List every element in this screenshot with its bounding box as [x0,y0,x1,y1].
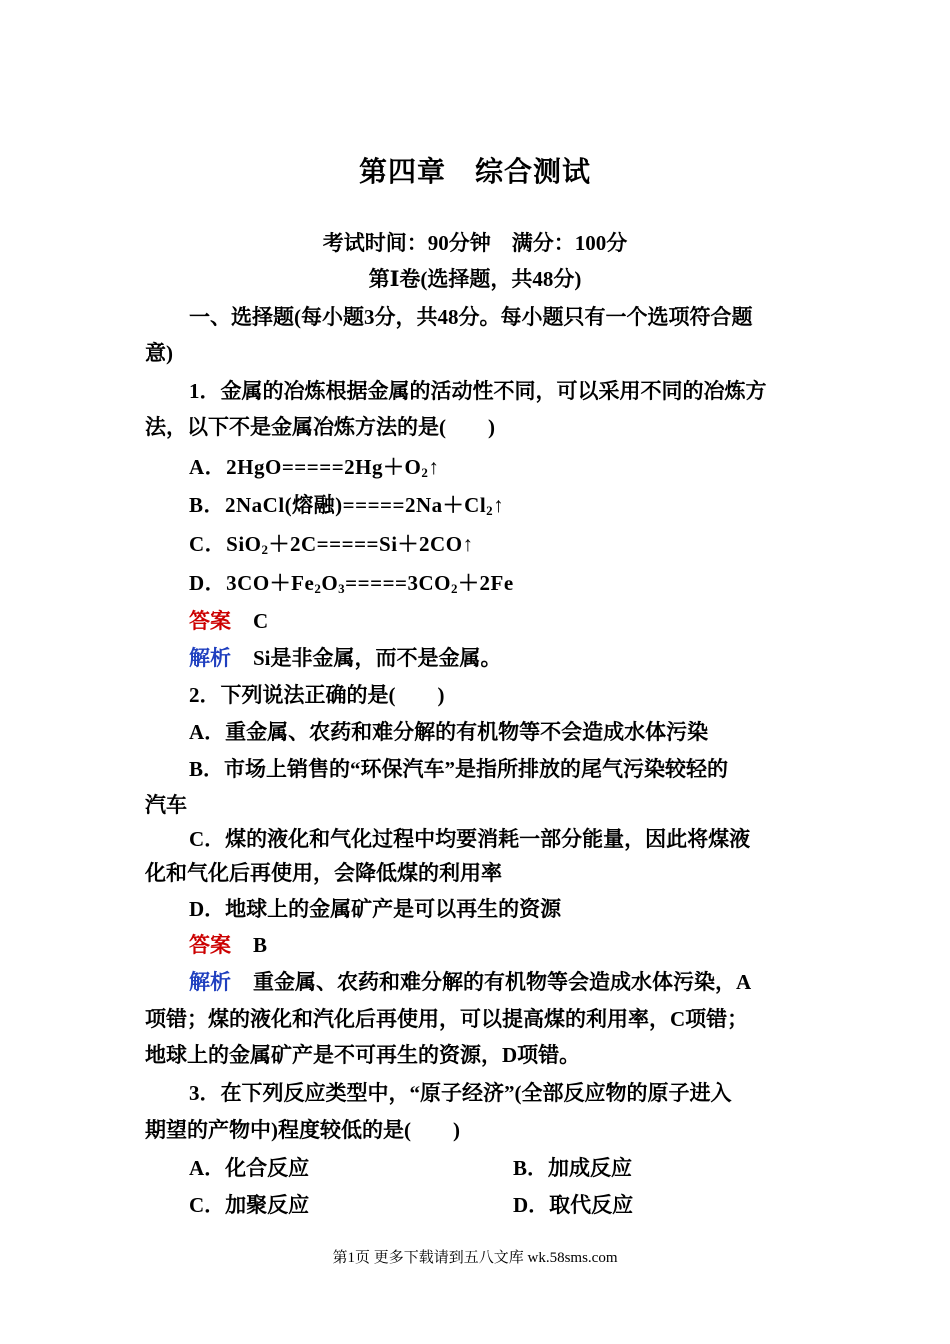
q3-option-c: C．加聚反应 [189,1193,310,1217]
q2-answer-value: B [253,933,268,957]
q2-analysis-line-1 [189,967,809,997]
q1-answer-value: C [253,609,269,633]
q2-option-a: A．重金属、农药和难分解的有机物等不会造成水体污染 [189,720,709,744]
q1-option-d: D．$3CO+Fe_2O_3=====3CO_2+2Fe$ [189,571,514,596]
q3-option-a: A．化合反应 [189,1156,310,1180]
q2-answer [189,930,809,960]
section-title: 第Ⅰ卷(选择题，共48分) [368,267,582,291]
q2-analysis-line-2: 项错；煤的液化和汽化后再使用，可以提高煤的利用率，C项错； [145,1007,749,1031]
q2-stem: 2．下列说法正确的是( ) [189,683,445,707]
q3-option-d: D．取代反应 [513,1193,634,1217]
q1-stem-line-2: 法，以下不是金属冶炼方法的是( ) [145,415,495,439]
instruction-line-2: 意) [145,341,173,365]
analysis-label: 解析 [189,970,231,994]
q1-option-a: A．$2HgO=====2Hg+O_2↑$ [189,455,440,480]
analysis-label: 解析 [189,646,231,670]
q2-option-b-line-1: B．市场上销售的“环保汽车”是指所排放的尾气污染较轻的 [189,757,729,781]
q1-option-c: C．SiO$_2$＋2C=====Si＋2CO↑ [189,532,474,557]
page-title: 第四章 综合测试 [358,155,591,188]
q1-analysis-text: Si是非金属，而不是金属。 [253,646,502,670]
q3-option-b: B．加成反应 [513,1156,633,1180]
exam-info: 考试时间：90分钟 满分：100分 [322,231,628,255]
q1-stem-line-1: 1．金属的冶炼根据金属的活动性不同，可以采用不同的冶炼方 [189,379,767,403]
q2-analysis-text-1: 重金属、农药和难分解的有机物等会造成水体污染，A [253,970,752,994]
q2-option-b-line-2: 汽车 [145,793,187,817]
instruction-line-1: 一、选择题(每小题3分，共48分。每小题只有一个选项符合题 [189,305,753,329]
q2-option-c-line-1: C．煤的液化和气化过程中均要消耗一部分能量，因此将煤液 [189,827,751,851]
q3-options-row-2 [189,1190,809,1220]
page-footer: 第1页 更多下载请到五八文库 wk.58sms.com [332,1250,618,1266]
q2-analysis-line-3: 地球上的金属矿产是不可再生的资源，D项错。 [145,1043,581,1067]
q2-option-c-line-2: 化和气化后再使用，会降低煤的利用率 [145,861,502,885]
q1-option-b: B．2NaCl(熔融)$=====2Na+Cl_2↑$ [189,493,505,518]
answer-label: 答案 [189,609,231,633]
q2-option-d: D．地球上的金属矿产是可以再生的资源 [189,897,562,921]
q1-analysis [189,643,809,673]
q3-options-row-1 [189,1153,809,1183]
q3-stem-line-2: 期望的产物中)程度较低的是( ) [145,1118,460,1142]
q1-answer [189,606,809,636]
answer-label: 答案 [189,933,231,957]
q3-stem-line-1: 3．在下列反应类型中，“原子经济”(全部反应物的原子进入 [189,1081,732,1105]
